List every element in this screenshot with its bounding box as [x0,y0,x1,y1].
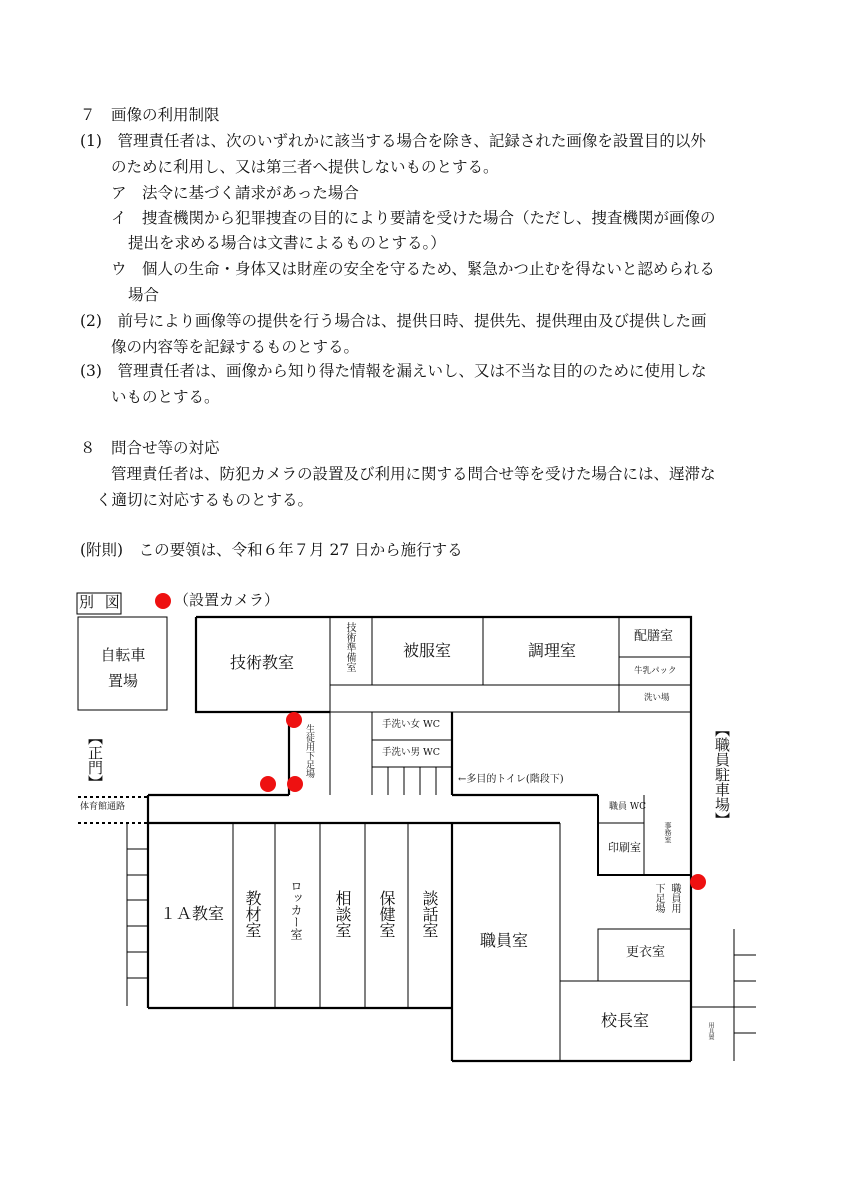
section7-item3-line2: いものとする。 [111,388,220,406]
room-student-shoe: 生徒用下足場 [304,724,314,778]
room-kouchou: 校長室 [601,1011,650,1030]
section7-item1-line1: (1) 管理責任者は、次のいずれかに該当する場合を除き、記録された画像を設置目的以外 [80,132,706,150]
room-staff-shoe-b: 下足場 [653,883,664,913]
section7-item2-line2: 像の内容等を記録するものとする。 [111,338,360,356]
section7-item2-line1: (2) 前号により画像等の提供を行う場合は、提供日時、提供先、提供理由及び提供した画 [80,312,707,330]
map-title: 別 図 [79,593,123,611]
section7-sub-u-line1: ウ 個人の生命・身体又は財産の安全を守るため、緊急かつ止むを得ないと認められる [111,260,715,278]
room-class-1a: １Ａ教室 [160,904,225,923]
room-office: 事務室 [664,822,672,843]
room-staff-wc: 職員 WC [609,802,646,812]
room-wc-female: 手洗い女 WC [382,719,441,730]
room-soudan: 相談室 [333,890,352,938]
room-wash: 洗い場 [644,693,670,703]
label-multi-toilet: ←多目的トイレ(階段下) [458,774,564,785]
section7-sub-i-line1: イ 捜査機関から犯罪捜査の目的により要請を受けた場合（ただし、捜査機関が画像の [111,209,716,227]
room-yougu: 用具置 [707,1022,714,1040]
room-wc-male: 手洗い男 WC [382,747,441,758]
section7-item3-line1: (3) 管理責任者は、画像から知り得た情報を漏えいし、又は不当な目的のために使用しな [80,362,707,380]
legend-camera-icon [155,593,171,609]
section8-line1: 管理責任者は、防犯カメラの設置及び利用に関する問合せ等を受けた場合には、遅滞な [111,465,716,483]
label-gym-path: 体育館通路 [80,802,126,812]
room-staff-shoe-a: 職員用 [669,883,680,913]
camera-icon [287,776,303,792]
room-haizen: 配膳室 [634,629,674,644]
room-milk: 牛乳パック [634,666,677,676]
room-gijutsu: 技術教室 [230,653,295,672]
room-locker: ロッカー室 [289,880,303,940]
map-legend: （設置カメラ） [174,591,280,609]
room-chouri: 調理室 [528,641,577,660]
room-hifuku: 被服室 [403,641,452,660]
camera-icon [260,776,276,792]
supplementary-provision: (附則) この要領は、令和６年７月 27 日から施行する [80,541,463,559]
label-staff-parking: 【職員駐車場】 [713,722,731,827]
section7-item1-line2: のために利用し、又は第三者へ提供しないものとする。 [111,158,499,176]
camera-icon [286,712,302,728]
room-bicycle: 自転車 置場 [100,646,146,690]
section7-heading: ７ 画像の利用制限 [80,106,220,124]
room-danwa: 談話室 [420,890,439,938]
camera-icon [690,874,706,890]
section7-sub-a: ア 法令に基づく請求があった場合 [111,184,359,202]
section7-sub-u-line2: 場合 [128,286,160,304]
section7-sub-i-line2: 提出を求める場合は文書によるものとする。） [128,234,446,252]
room-gijutsu-prep: 技術準備室 [344,622,355,672]
room-hoken: 保健室 [377,890,396,938]
room-kyozai: 教材室 [243,890,262,938]
section8-heading: ８ 問合せ等の対応 [80,439,220,457]
section8-line2: く適切に対応するものとする。 [96,491,314,509]
room-print: 印刷室 [608,841,641,854]
room-shokuin: 職員室 [480,931,529,950]
label-seimon: 【正門】 [86,730,104,790]
room-koui: 更衣室 [626,945,666,960]
